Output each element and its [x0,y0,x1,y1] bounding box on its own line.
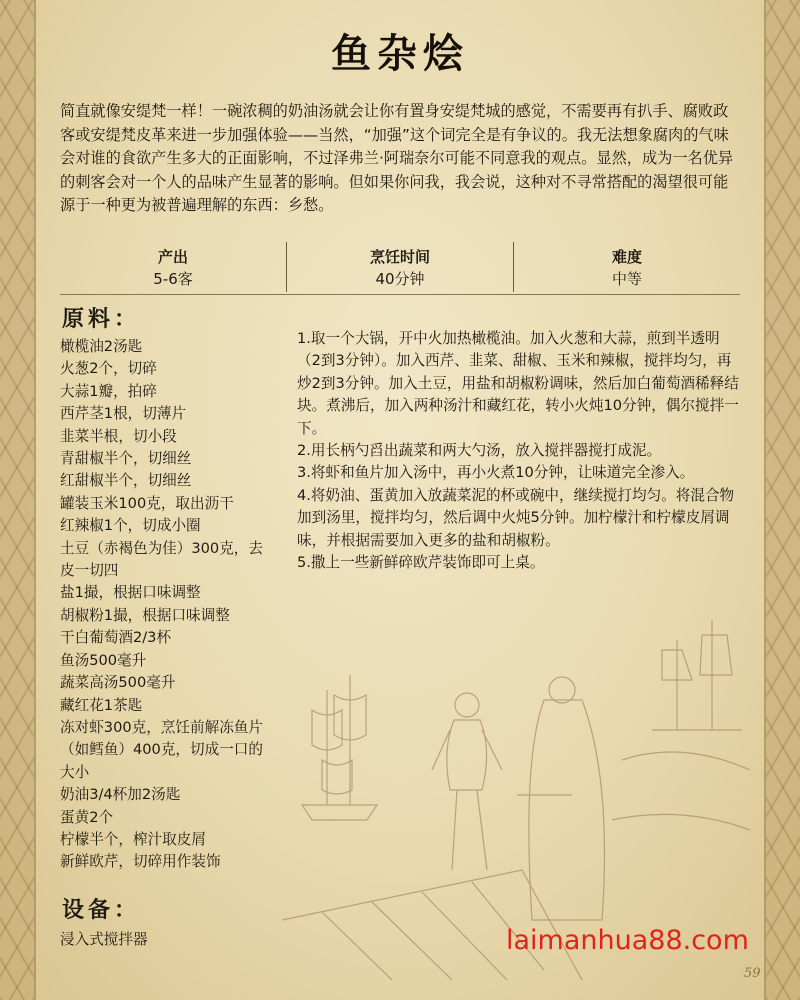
ingredients-list [60,336,276,874]
instruction-step: 2.用长柄勺舀出蔬菜和两大勺汤，放入搅拌器搅打成泥。 [297,442,662,460]
ingredient-item: 藏红花1茶匙 [60,696,143,714]
ingredient-item: 鱼汤500毫升 [60,651,147,669]
ingredient-item: 新鲜欧芹，切碎用作装饰 [60,853,221,871]
recipe-title: 鱼杂烩 [331,30,469,77]
recipe-stats [60,242,740,292]
stat-yield-value: 5-6客 [153,270,193,288]
equipment-item: 浸入式搅拌器 [60,931,148,948]
equipment-heading: 设备： [62,897,141,923]
ingredient-item: 胡椒粉1撮，根据口味调整 [60,606,230,624]
instruction-step: 1.取一个大锅，开中火加热橄榄油。加入火葱和大蒜，煎到半透明（2到3分钟）。加入西芹、韭菜、甜椒、玉米和辣椒，搅拌均匀，再炒2到3分钟。加入土豆，用盐和胡椒粉调味，然后加白葡萄酒稀释结块。煮沸后，加入两种汤汁和藏红花，转小火炖10分钟，偶尔搅拌一下。 [297,330,739,437]
stat-difficulty-value: 中等 [611,270,642,288]
ingredient-item: 干白葡萄酒2/3杯 [60,629,172,647]
ingredient-item: 火葱2个，切碎 [60,360,157,378]
ingredient-item: 土豆（赤褐色为佳）300克，去皮一切四 [60,539,263,580]
ingredient-item: 冻对虾300克，烹饪前解冻鱼片（如鳕鱼）400克，切成一口的大小 [60,718,263,781]
stat-cook-time [286,242,513,292]
intro-paragraph: 简直就像安缇梵一样！一碗浓稠的奶油汤就会让你有置身安缇梵城的感觉，不需要再有扒手、腐败政客或安缇梵皮革来进一步加强体验——当然，“加强”这个词完全是有争议的。我无法想象腐肉的气味会对谁的食欲产生多大的正面影响，不过泽弗兰·阿瑞奈尔可能不同意我的观点。显然，成为一名优异的刺客会对一个人的品味产生显著的影响。但如果你问我，我会说，这种对不寻常搭配的渴望很可能源于一种更为被普遍理解的东西：乡愁。 [60,102,734,214]
instruction-step: 4.将奶油、蛋黄加入放蔬菜泥的杯或碗中，继续搅打均匀。将混合物加到汤里，搅拌均匀，然后调中火炖5分钟。加柠檬汁和柠檬皮屑调味，并根据需要加入更多的盐和胡椒粉。 [297,486,735,549]
ingredient-item: 红辣椒1个，切成小圈 [60,517,201,535]
ingredient-item: 韭菜半根，切小段 [60,427,177,445]
right-ornament-border [764,0,800,1000]
ingredient-item: 蔬菜高汤500毫升 [60,674,176,692]
instruction-step: 3.将虾和鱼片加入汤中，再小火煮10分钟，让味道完全渗入。 [297,464,695,482]
ingredient-item: 罐装玉米100克，取出沥干 [60,494,234,512]
stat-cook-time-label: 烹饪时间 [369,248,430,266]
ingredient-item: 西芹茎1根，切薄片 [60,405,187,423]
ingredient-item: 柠檬半个，榨汁取皮屑 [60,830,206,848]
ingredient-item: 青甜椒半个，切细丝 [60,450,192,468]
instruction-step: 5.撒上一些新鲜碎欧芹装饰即可上桌。 [297,554,545,572]
ingredient-item: 橄榄油2汤匙 [60,338,143,355]
ingredient-item: 大蒜1瓣，拍碎 [60,382,157,400]
stats-divider [60,294,740,295]
ingredients-heading: 原料： [62,306,141,332]
ingredient-item: 奶油3/4杯加2汤匙 [60,786,181,804]
stat-yield-label: 产出 [157,248,188,266]
instruction-steps [297,328,743,574]
left-ornament-border [0,0,36,1000]
stat-difficulty [513,242,740,292]
stat-difficulty-label: 难度 [611,248,642,266]
ingredient-item: 红甜椒半个，切细丝 [60,472,192,490]
stat-yield [60,242,286,292]
ingredient-item: 蛋黄2个 [60,808,114,826]
ingredient-item: 盐1撮，根据口味调整 [60,584,201,602]
page-number: 59 [744,966,761,981]
site-watermark: laimanhua88.com [506,925,749,956]
stat-cook-time-value: 40分钟 [375,270,425,288]
